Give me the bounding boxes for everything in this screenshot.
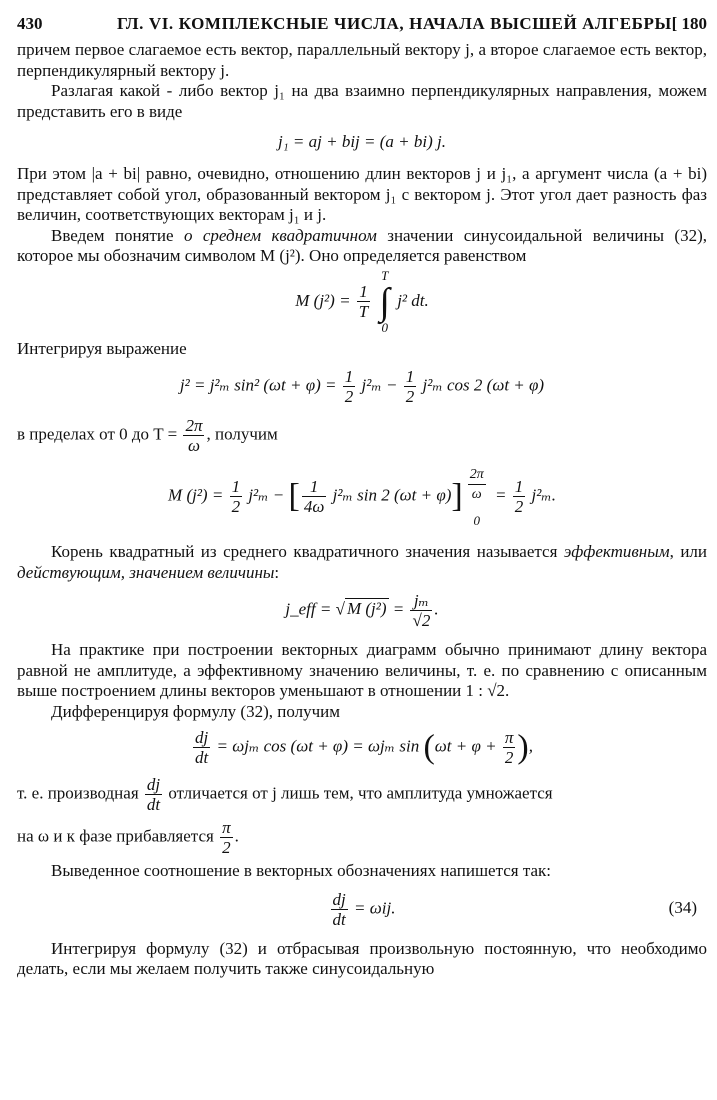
book-page [17, 10, 707, 980]
section-number: [ 180 [671, 14, 707, 33]
fraction-1-over-t: $\frac{1}{T}$ [358, 282, 369, 321]
paragraph-1: причем первое слагаемое есть вектор, параллельный вектору j, а второе слагаемое есть вектор, перпендикулярный вектору j. [17, 40, 707, 80]
paragraph-2: Разлагая какой - либо вектор j₁ на два взаимно перпендикулярных направления, можем представить его в виде [17, 81, 707, 121]
paragraph-6: в пределах от 0 до T = $\frac{2\pi}{\omega}$ , получим [17, 416, 278, 455]
paragraph-3: При этом |a + bi| равно, очевидно, отношению длин векторов j и j₁, а аргумент числа (a + bi) представляет собой угол, образованный вектором j₁ с вектором j. Этот угол дает разность фаз величин, соответствующих векторам j₁ и j. [17, 164, 707, 224]
paragraph-8: На практике при построении векторных диаграмм обычно принимают длину вектора равной не амплитуде, а эффективному значению величины, т. е. по сравнению с описанным выше построением длины векторов уменьшают в отношении 1 : √2. [17, 640, 707, 700]
paragraph-11: на ω и к фазе прибавляется $\frac{\pi}{2}$ . [17, 818, 239, 857]
evaluation-limits: $\frac{2\pi}{\omega}$ 0 [469, 467, 484, 528]
equation-number: (34) [668, 897, 697, 917]
integral-sign: T ∫ 0 [379, 267, 390, 335]
equation-mean-square: M (j²) = $\frac{1}{T}$ T ∫ 0 j² dt. [295, 267, 429, 335]
paragraph-12: Выведенное соотношение в векторных обозначениях напишется так: [51, 861, 551, 880]
term-mean-square: о среднем квадратичном [183, 225, 377, 245]
equation-34: $\frac{dj}{dt}$ = ωij. (34) [332, 889, 697, 929]
equation-j-squared: j² = j²ₘ sin² (ωt + φ) = $\frac{1}{2}$ j²ₘ − $\frac{1}{2}$ j²ₘ cos 2 (ωt + φ) [179, 367, 545, 406]
page-number: 430 [17, 14, 43, 33]
paragraph-5: Интегрируя выражение [17, 338, 187, 358]
paragraph-9: Дифференцируя формулу (32), получим [51, 701, 341, 721]
paragraph-7: Корень квадратный из среднего квадратичного значения называется эффективным, или действующим, значением величины: [17, 542, 707, 582]
equation-derivative: $\frac{dj}{dt}$ = ωjₘ cos (ωt + φ) = ωjₘ sin (ωt + φ + $\frac{\pi}{2}$ ), [195, 728, 533, 767]
paragraph-13: Интегрируя формулу (32) и отбрасывая произвольную постоянную, что необходимо делать, если мы желаем получить также синусоидальную [17, 938, 707, 978]
running-header [17, 10, 707, 36]
equation-effective: j_eff = √ M (j²) = $\frac{\text{jₘ}}{√2}$ . [285, 591, 439, 630]
equation-mean-result: M (j²) = $\frac{1}{2}$ j²ₘ − [ $\frac{1}{4\omega}$ j²ₘ sin 2 (ωt + φ)] $\frac{2\pi}{\omega}$ 0 = $\frac{1}{2}$ j²ₘ. [168, 467, 556, 528]
paragraph-10: т. е. производная $\frac{dj}{dt}$ отличается от j лишь тем, что амплитуда умножается [17, 775, 553, 814]
chapter-title: ГЛ. VI. КОМПЛЕКСНЫЕ ЧИСЛА, НАЧАЛА ВЫСШЕЙ АЛГЕБРЫ [117, 14, 672, 33]
paragraph-4: Введем понятие о среднем квадратичном значении синусоидальной величины (32), которое мы обозначим символом M (j²). Оно определяется равенством [17, 225, 707, 265]
equation-j1: j₁ = aj + bij = (a + bi) j. [278, 132, 446, 151]
